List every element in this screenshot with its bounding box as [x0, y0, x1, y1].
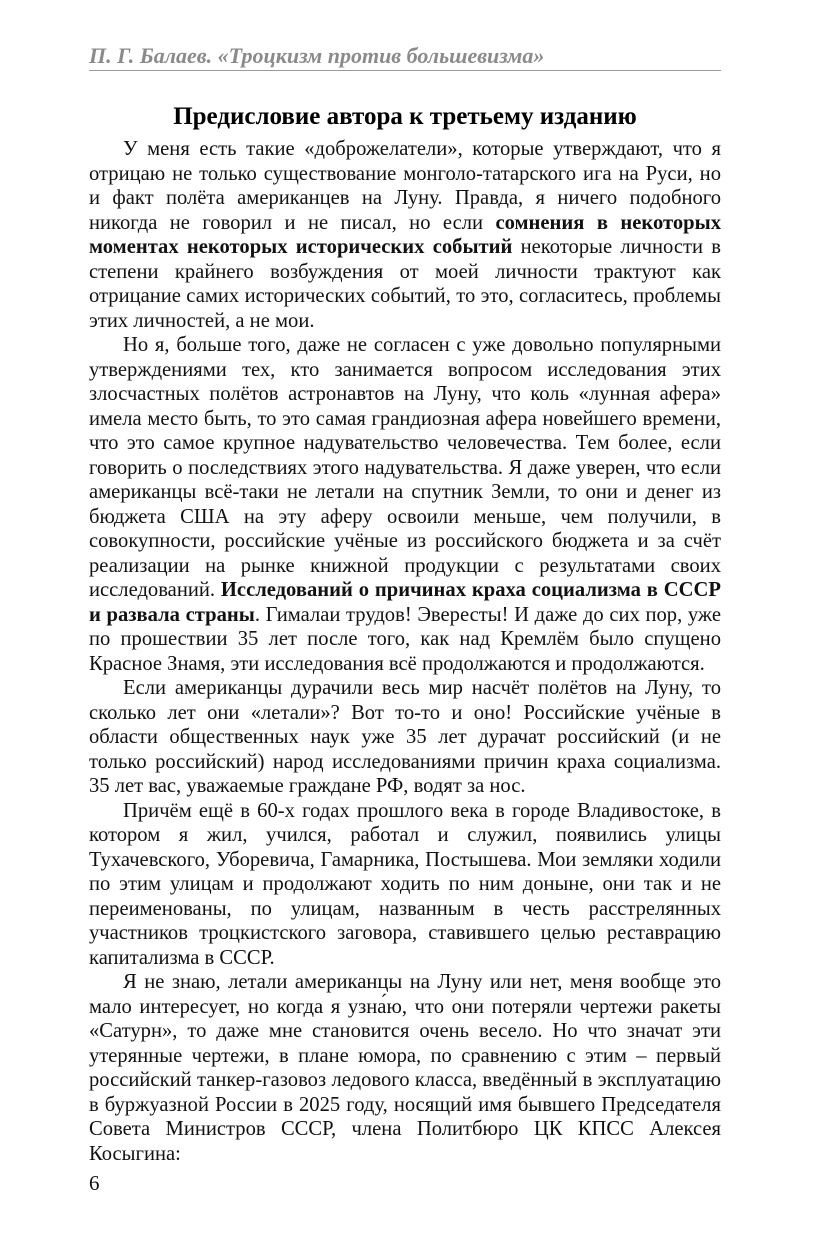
text-segment: У меня есть такие «доброжелатели», которые утверждают, что я отрицаю не только существование монголо-татарского ига на Руси, но и факт полёта американцев на Луну. Правда, я ничего подобного никогда не говорил и не писал, но если: [89, 138, 721, 234]
body-text: [89, 137, 721, 1166]
text-segment: Но я, больше того, даже не согласен с уже довольно популярными утверждениями тех, кто занимается вопросом исследования этих злосчастных полётов астронавтов на Луну, что коль «лунная афера» имела место быть, то это самая грандиозная афера новейшего времени, что это самое крупное надувательство человечества. Тем более, если говорить о последствиях этого надувательства. Я даже уверен, что если американцы всё-таки не летали на спутник Земли, то они и денег из бюджета США на эту аферу освоили меньше, чем получили, в совокупности, российские учёные из российского бюджета и за счёт реализации на рынке книжной продукции с результатами своих исследований.: [89, 334, 721, 601]
text-segment: Я не знаю, летали американцы на Луну или нет, меня вообще это мало интересует, но когда я узна́ю, что они потеряли чертежи ракеты «Сатурн», то даже мне становится очень весело. Но что значат эти утерянные чертежи, в плане юмора, по сравнению с этим – первый российский танкер-газовоз ледового класса, введённый в эксплуатацию в буржуазной России в 2025 году, носящий имя бывшего Председателя Совета Министров СССР, члена Политбюро ЦК КПСС Алексея Косыгина:: [89, 971, 721, 1165]
page-title: Предисловие автора к третьему изданию: [173, 102, 637, 130]
paragraph-5: [89, 970, 721, 1166]
running-head: П. Г. Балаев. «Троцкизм против большевизма»: [89, 43, 545, 68]
paragraph-1: [89, 137, 721, 333]
paragraph-4: [89, 799, 721, 971]
bold-segment: сомнения в некоторых моментах некоторых исторических событий: [89, 211, 721, 258]
header-rule: [89, 70, 721, 71]
paragraph-3: [89, 676, 721, 799]
text-segment: . Гималаи трудов! Эвересты! И даже до сих пор, уже по прошествии 35 лет после того, как над Кремлём было спущено Красное Знамя, эти исследования всё продолжаются и продолжаются.: [89, 603, 721, 675]
text-segment: Причём ещё в 60-х годах прошлого века в городе Владивостоке, в котором я жил, учился, работал и служил, появились улицы Тухачевского, Уборевича, Гамарника, Постышева. Мои земляки ходили по этим улицам и продолжают ходить по ним доныне, они так и не переименованы, по улицам, названным в честь расстрелянных участников троцкистского заговора, ставившего целью реставрацию капитализма в СССР.: [89, 799, 721, 969]
bold-segment: Исследований о причинах краха социализма в СССР и развала страны: [89, 579, 721, 626]
page-number: 6: [89, 1171, 100, 1195]
paragraph-2: [89, 333, 721, 676]
text-segment: некоторые личности в степени крайнего возбуждения от моей личности трактуют как отрицание самих исторических событий, то это, согласитесь, проблемы этих личностей, а не мои.: [89, 236, 722, 332]
text-segment: Если американцы дурачили весь мир насчёт полётов на Луну, то сколько лет они «летали»? Вот то-то и оно! Российские учёные в области общественных наук уже 35 лет дурачат российский (и не только российский) народ исследованиями причин краха социализма. 35 лет вас, уважаемые граждане РФ, водят за нос.: [89, 677, 721, 797]
